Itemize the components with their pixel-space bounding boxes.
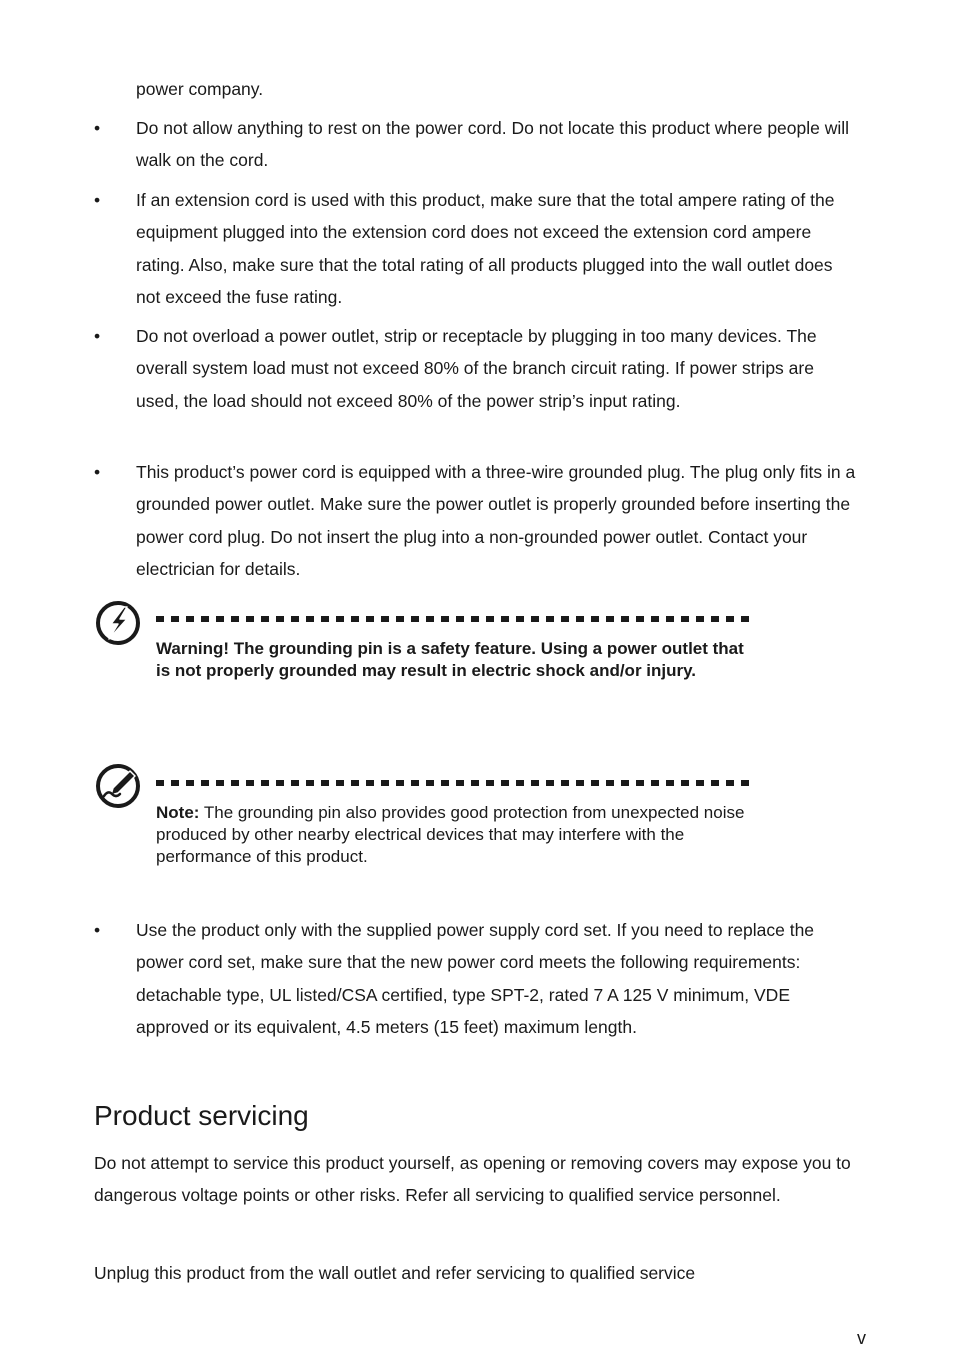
note-text: The grounding pin also provides good protection from unexpected noise produced by other nearby electrical devices that may interfere with the performance of this product.: [156, 803, 745, 866]
warning-text: Warning! The grounding pin is a safety feature. Using a power outlet that is not properly grounded may result in electric shock and/or injury.: [156, 639, 744, 680]
warning-callout: [94, 598, 758, 718]
bullet: •: [94, 190, 101, 210]
bullet: •: [94, 326, 101, 346]
list-item-text: This product’s power cord is equipped with a three-wire grounded plug. The plug only fits in a grounded power outlet. Make sure the power outlet is properly grounded before inserting the power cord plug. Do not insert the plug into a non-grounded power outlet. Contact your electrician for details.: [136, 462, 856, 580]
section-heading: Product servicing: [94, 1100, 309, 1131]
bullet: •: [94, 118, 101, 138]
dashed-divider: [156, 780, 756, 786]
continued-text: power company.: [136, 79, 264, 99]
paragraph: Do not attempt to service this product yourself, as opening or removing covers may expose you to dangerous voltage points or other risks. Refer all servicing to qualified service personnel.: [94, 1153, 851, 1206]
list-item-text: Do not allow anything to rest on the power cord. Do not locate this product where people will walk on the cord.: [136, 118, 850, 171]
note-callout: [94, 762, 758, 882]
dashed-divider: [156, 616, 756, 622]
bullet: •: [94, 462, 101, 482]
list-item-text: If an extension cord is used with this product, make sure that the total ampere rating of the equipment plugged into the extension cord does not exceed the extension cord ampere rating. Also, make sure that the total rating of all products plugged into the wall outlet does not exceed the fuse rating.: [136, 190, 835, 308]
lightning-warning-icon: [94, 598, 142, 646]
bullet: •: [94, 920, 101, 940]
page-number: v: [857, 1328, 866, 1348]
paragraph: Unplug this product from the wall outlet and refer servicing to qualified service: [94, 1263, 696, 1283]
pen-note-icon: [94, 762, 142, 810]
list-item-text: Use the product only with the supplied power supply cord set. If you need to replace the power cord set, make sure that the new power cord meets the following requirements: detachable type, UL listed/CSA certified, type SPT-2, rated 7 A 125 V minimum, VDE approved or its equivalent, 4.5 meters (15 feet) maximum length.: [136, 920, 815, 1038]
note-text-block: [156, 802, 756, 868]
note-label: Note:: [156, 803, 200, 822]
list-item-text: Do not overload a power outlet, strip or receptacle by plugging in too many devices. The overall system load must not exceed 80% of the branch circuit rating. If power strips are used, the load should not exceed 80% of the power strip’s input rating.: [136, 326, 817, 411]
